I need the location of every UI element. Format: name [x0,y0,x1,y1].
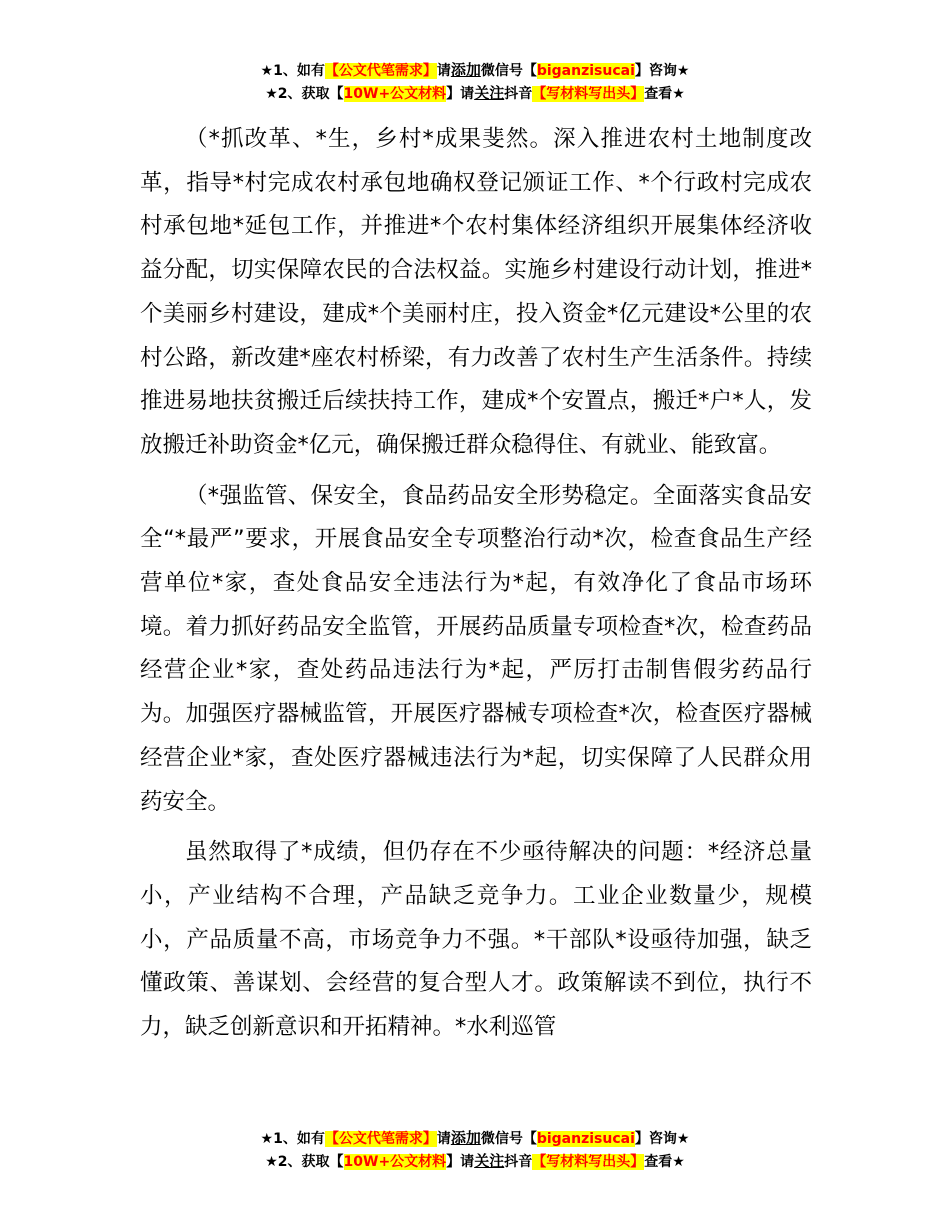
footer-banner [0,1127,950,1173]
underline-follow: 关注 [474,1152,505,1170]
paragraph-rural-reform: （*抓改革、*生，乡村*成果斐然。深入推进农村土地制度改革，指导*村完成农村承包地确权登记颁证工作、*个行政村完成农村承包地*延包工作，并推进*个农村集体经济组织开展集体经济收益分配，切实保障农民的合法权益。实施乡村建设行动计划，推进*个美丽乡村建设，建成*个美丽村庄，投入资金*亿元建设*公里的农村公路，新改建*座农村桥梁，有力改善了农村生产生活条件。持续推进易地扶贫搬迁后续扶持工作，建成*个安置点，搬迁*户*人，发放搬迁补助资金*亿元，确保搬迁群众稳得住、有就业、能致富。 [140,126,812,458]
banner-text: 】请 [446,86,475,102]
banner-text: ★1、如有 [260,63,325,79]
paragraph-food-drug-safety: （*强监管、保安全，食品药品安全形势稳定。全面落实食品安全“*最严”要求，开展食品安全专项整治行动*次，检查食品生产经营单位*家，查处食品安全违法行为*起，有效净化了食品市场环境。着力抓好药品安全监管，开展药品质量专项检查*次，检查药品经营企业*家，查处药品违法行为*起，严厉打击制售假劣药品行为。加强医疗器械监管，开展医疗器械专项检查*次，检查医疗器械经营企业*家，查处医疗器械违法行为*起，切实保障了人民群众用药安全。 [140,482,812,815]
banner-text: 微信号【 [480,63,537,79]
underline-follow: 关注 [474,84,505,102]
banner-line-1 [0,1127,950,1150]
highlight-materials: 10W+公文材料 [343,1154,447,1170]
highlight-wechat-id: biganzisucai [536,63,635,79]
highlight-ghostwriting: 【公文代笔需求】 [324,63,437,79]
banner-text: 微信号【 [480,1131,537,1147]
banner-line-2 [0,82,950,105]
banner-text: ★2、获取【 [265,86,344,102]
header-banner [0,59,950,105]
highlight-ghostwriting: 【公文代笔需求】 [324,1131,437,1147]
banner-text: 查看★ [644,86,685,102]
highlight-douyin-account: 【写材料写出头】 [532,1154,645,1170]
banner-line-2 [0,1150,950,1173]
underline-add: 添加 [450,1129,481,1147]
underline-add: 添加 [450,61,481,79]
banner-text: 抖音 [504,1154,533,1170]
highlight-materials: 10W+公文材料 [343,86,447,102]
banner-text: ★1、如有 [260,1131,325,1147]
banner-text: 查看★ [644,1154,685,1170]
banner-text: 请 [436,63,451,79]
banner-text: ★2、获取【 [265,1154,344,1170]
paragraph-problems: 虽然取得了*成绩，但仍存在不少亟待解决的问题：*经济总量小，产业结构不合理，产品缺乏竞争力。工业企业数量少，规模小，产品质量不高，市场竞争力不强。*干部队*设亟待加强，缺乏懂政策、善谋划、会经营的复合型人才。政策解读不到位，执行不力，缺乏创新意识和开拓精神。*水利巡管 [140,839,812,1041]
banner-text: 】请 [446,1154,475,1170]
banner-text: 请 [436,1131,451,1147]
banner-line-1 [0,59,950,82]
highlight-douyin-account: 【写材料写出头】 [532,86,645,102]
banner-text: 抖音 [504,86,533,102]
banner-text: 】咨询★ [634,1131,690,1147]
document-body [140,118,812,1050]
highlight-wechat-id: biganzisucai [536,1131,635,1147]
banner-text: 】咨询★ [634,63,690,79]
